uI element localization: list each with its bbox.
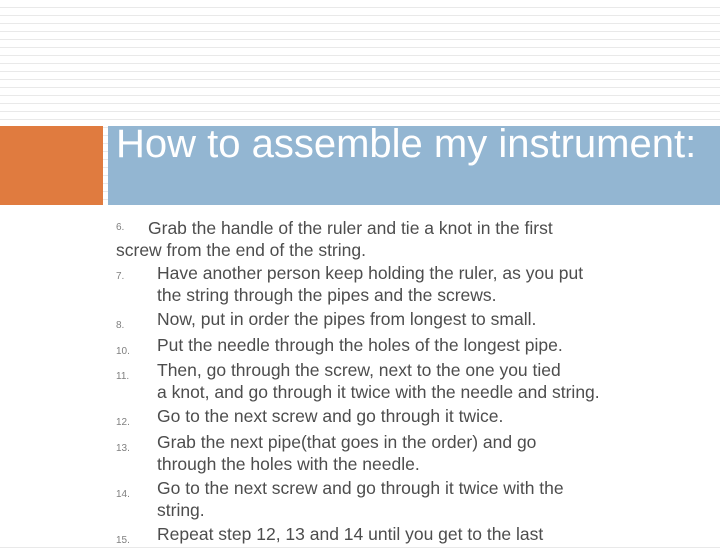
step-number: 13.: [116, 443, 130, 454]
step-text: Grab the handle of the ruler and tie a knot in the first: [148, 218, 553, 238]
step-number: 14.: [116, 489, 130, 500]
slide-title: How to assemble my instrument:: [116, 122, 697, 166]
step-text: Now, put in order the pipes from longest to small.: [157, 309, 537, 329]
step-text: Grab the next pipe(that goes in the order) and go: [157, 432, 537, 452]
step-text: Go to the next screw and go through it twice with the: [157, 478, 564, 498]
step-number: 8.: [116, 320, 125, 331]
title-clip: [0, 122, 720, 205]
step-number: 7.: [116, 271, 125, 282]
step-number: 11.: [116, 371, 130, 382]
step-text: string.: [157, 500, 205, 520]
step-text: a knot, and go through it twice with the needle and string.: [157, 382, 600, 402]
steps-list: [0, 205, 720, 546]
step-text: screw from the end of the string.: [116, 240, 366, 260]
step-text: Then, go through the screw, next to the one you tied: [157, 360, 561, 380]
step-number: 6.: [116, 222, 125, 233]
step-text: the string through the pipes and the screws.: [157, 285, 497, 305]
step-number: 10.: [116, 346, 130, 357]
step-number: 12.: [116, 417, 130, 428]
step-text: through the holes with the needle.: [157, 454, 420, 474]
step-text: Have another person keep holding the ruler, as you put: [157, 263, 584, 283]
step-number: 15.: [116, 535, 130, 546]
step-text: Go to the next screw and go through it twice.: [157, 406, 504, 426]
step-text: Put the needle through the holes of the longest pipe.: [157, 335, 563, 355]
step-text: Repeat step 12, 13 and 14 until you get to the last: [157, 524, 544, 544]
